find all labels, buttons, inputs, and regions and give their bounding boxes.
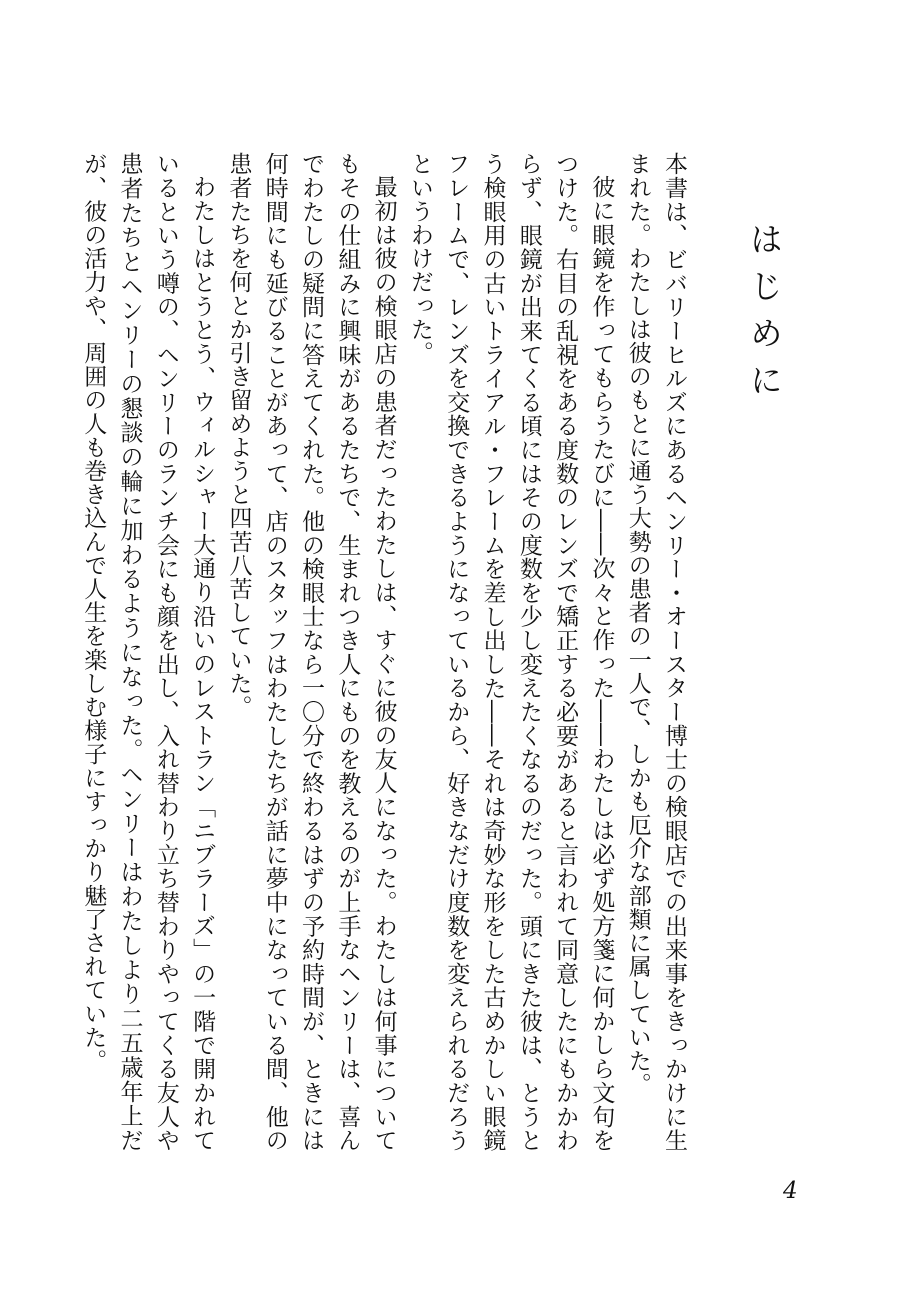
body-text [75,152,692,1152]
paragraph-4: わたしはとうとう、ウィルシャー大通り沿いのレストラン「ニブラーズ」の一階で開かれているという噂の、ヘンリーのランチ会にも顔を出し、入れ替わり立ち替わりやってくる友人や患者たちとヘンリーの懇談の輪に加わるようになった。ヘンリーはわたしより二五歳年上だが、彼の活力や、周囲の人も巻き込んで人生を楽しむ様子にすっかり魅了されていた。 [80,152,216,1152]
paragraph-2: 彼に眼鏡を作ってもらうたびに――次々と作った――わたしは必ず処方箋に何かしら文句をつけた。右目の乱視をある度数のレンズで矯正する必要があると言われて同意したにもかかわらず、眼鏡が出来てくる頃にはその度数を少し変えたくなるのだった。頭にきた彼は、とうとう検眼用の古いトライアル・フレームを差し出した――それは奇妙な形をした古めかしい眼鏡フレームで、レンズを交換できるようになっているから、好きなだけ度数を変えられるだろうというわけだった。 [406,152,615,1152]
page-number: 4 [783,1178,798,1204]
paragraph-1: 本書は、ビバリーヒルズにあるヘンリー・オースター博士の検眼店での出来事をきっかけに生まれた。わたしは彼のもとに通う大勢の患者の一人で、しかも厄介な部類に属していた。 [624,152,687,1152]
chapter-title: はじめに [745,222,784,410]
paragraph-3: 最初は彼の検眼店の患者だったわたしは、すぐに彼の友人になった。わたしは何事についてもその仕組みに興味があるたちで、生まれつき人にものを教えるのが上手なヘンリーは、喜んでわたしの疑問に答えてくれた。他の検眼士なら一〇分で終わるはずの予約時間が、ときには何時間にも延びることがあって、店のスタッフはわたしたちが話に夢中になっている間、他の患者たちを何とか引き留めようと四苦八苦していた。 [225,152,397,1152]
